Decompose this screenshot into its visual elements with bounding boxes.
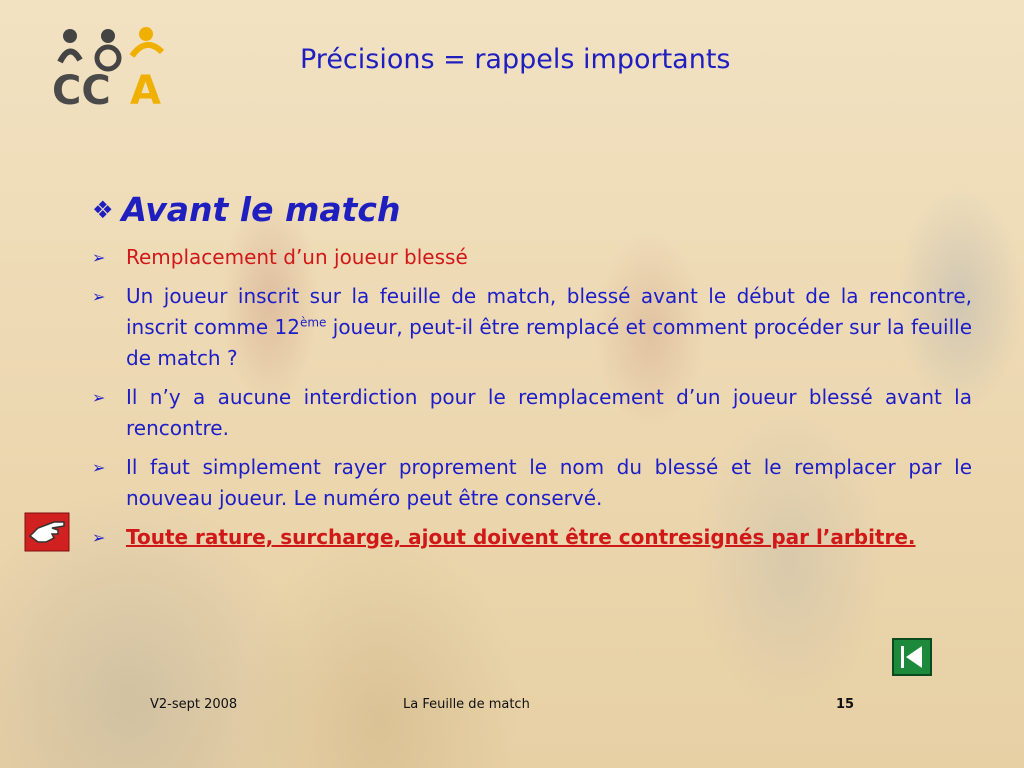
bullet-item bbox=[92, 452, 972, 514]
skip-to-start-icon bbox=[894, 640, 930, 674]
slide-title: Précisions = rappels importants bbox=[300, 44, 731, 75]
bullet-list bbox=[92, 242, 972, 561]
bullet-item bbox=[92, 281, 972, 374]
diamond-bullet-icon: ❖ bbox=[92, 195, 114, 224]
bullet-item-important bbox=[92, 522, 972, 553]
footer-page-number: 15 bbox=[836, 697, 855, 712]
pointing-hand-icon bbox=[24, 512, 70, 552]
section-heading-text: Avant le match bbox=[121, 190, 401, 229]
section-heading bbox=[92, 190, 400, 229]
footer-version: V2-sept 2008 bbox=[150, 697, 238, 712]
bullet-text-part: Un joueur inscrit sur la feuille de match, blessé avant le début de la rencontre, inscrit comme 12 bbox=[126, 284, 972, 339]
bullet-item bbox=[92, 242, 972, 273]
cca-logo bbox=[50, 22, 180, 112]
bullet-text: Il faut simplement rayer proprement le nom du blessé et le remplacer par le nouveau joueur. Le numéro peut être conservé. bbox=[126, 455, 972, 510]
bullet-text: Remplacement d’un joueur blessé bbox=[126, 245, 468, 269]
arrow-bullet-icon: ➢ bbox=[92, 287, 106, 306]
bullet-text-part: joueur, peut-il être remplacé et comment procéder sur la feuille de match ? bbox=[126, 315, 973, 370]
bullet-text: Il n’y a aucune interdiction pour le remplacement d’un joueur blessé avant la rencontre. bbox=[126, 385, 972, 440]
arrow-bullet-icon: ➢ bbox=[92, 458, 106, 477]
superscript-ordinal: ème bbox=[299, 315, 327, 330]
bullet-item bbox=[92, 382, 972, 444]
arrow-bullet-icon: ➢ bbox=[92, 528, 106, 547]
footer-doc-title: La Feuille de match bbox=[403, 697, 530, 712]
skip-to-start-button[interactable] bbox=[892, 638, 932, 676]
arrow-bullet-icon: ➢ bbox=[92, 388, 106, 407]
logo-text: CC bbox=[52, 68, 111, 112]
handball-players-logo bbox=[60, 27, 162, 69]
logo-text-accent: A bbox=[130, 68, 161, 112]
arrow-bullet-icon: ➢ bbox=[92, 248, 106, 267]
bullet-text: Toute rature, surcharge, ajout doivent être contresignés par l’arbitre. bbox=[126, 525, 916, 549]
